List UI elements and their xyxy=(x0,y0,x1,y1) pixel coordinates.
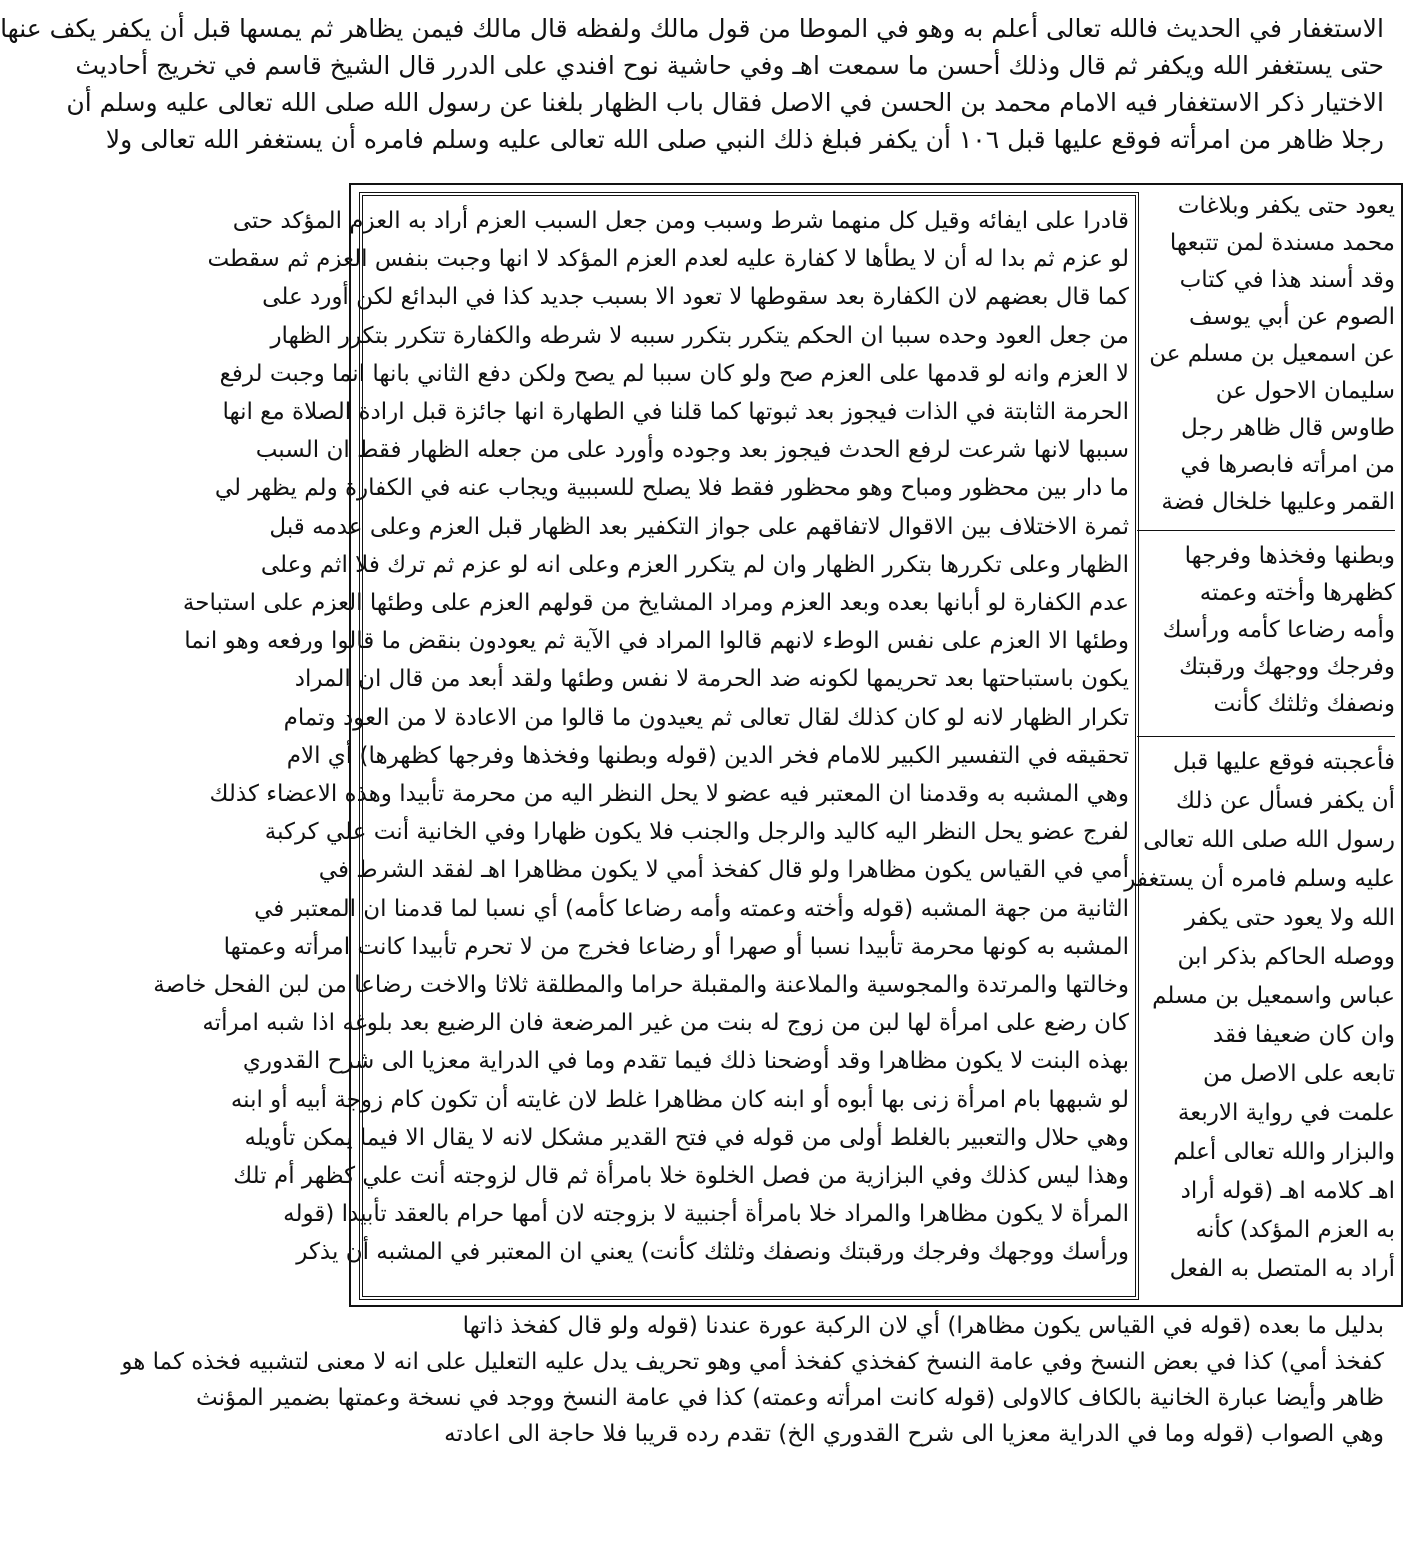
main-text-line: عدم الكفارة لو أبانها بعده وبعد العزم ومراد المشايخ من قولهم العزم على وطئها العزم على استباحة xyxy=(182,590,1129,616)
bottom-note-line: بدليل ما بعده (قوله في القياس يكون مظاهرا) أي لان الركبة عورة عندنا (قوله ولو قال كفخذ ذاتها xyxy=(462,1313,1384,1339)
side-divider xyxy=(1137,736,1395,737)
side-text-line: ووصله الحاكم بذكر ابن xyxy=(1177,944,1395,970)
main-text-line: بهذه البنت لا يكون مظاهرا وقد أوضحنا ذلك فيما تقدم وما في الدراية معزيا الى شرح القدوري xyxy=(242,1048,1129,1075)
main-text-line: ثمرة الاختلاف بين الاقوال لاتفاقهم على جواز التكفير بعد الظهار قبل العزم وعلى عدمه قبل xyxy=(269,513,1129,540)
main-text-line: لو شبهها بام امرأة زنى بها أبوه أو ابنه كان مظاهرا غلط لان غايته أن تكون كام زوجة أبيه أو ابنه xyxy=(230,1086,1129,1113)
main-text-line: كان رضع على امرأة لها لبن من زوج له بنت من غير المرضعة فان الرضيع بعد بلوغه اذا شبه امرأته xyxy=(202,1010,1129,1037)
side-text-line: وان كان ضعيفا فقد xyxy=(1212,1022,1395,1048)
main-text-line: وهي حلال والتعبير بالغلط أولى من قوله في فتح القدير مشكل لانه لا يقال الا فيما يمكن تأويله xyxy=(244,1124,1129,1151)
side-text-line: رسول الله صلى الله تعالى xyxy=(1143,827,1395,853)
side-text-line: تابعه على الاصل من xyxy=(1203,1061,1395,1087)
side-text-line: فأعجبته فوقع عليها قبل xyxy=(1172,749,1395,775)
side-text-line: من امرأته فابصرها في xyxy=(1180,452,1395,478)
main-text-line: لو عزم ثم بدا له أن لا يطأها لا كفارة عليه لعدم العزم المؤكد لا انها وجبت بنفس العزم ثم سقطت xyxy=(207,246,1129,273)
side-text-line: أن يكفر فسأل عن ذلك xyxy=(1175,788,1395,814)
side-column xyxy=(1124,188,1395,1298)
main-text-line: يكون باستباحتها بعد تحريمها لكونه ضد الحرمة لا نفس وطئها ولقد أبعد من قال ان المراد xyxy=(294,666,1129,693)
side-text-line: كظهرها وأخته وعمته xyxy=(1199,580,1395,606)
main-text-line: أمي في القياس يكون مظاهرا ولو قال كفخذ أمي لا يكون مظاهرا اهـ لفقد الشرط في xyxy=(318,857,1129,884)
top-text-line: حتى يستغفر الله ويكفر ثم قال وذلك أحسن ما سمعت اهـ وفي حاشية نوح افندي على الدرر قال الشيخ قاسم في تخريج أحاديث xyxy=(75,51,1384,80)
side-text-line: ونصفك وثلثك كأنت xyxy=(1213,691,1395,717)
main-text-line: قادرا على ايفائه وقيل كل منهما شرط وسبب ومن جعل السبب العزم أراد به العزم المؤكد حتى xyxy=(232,208,1129,234)
side-text-line: الصوم عن أبي يوسف xyxy=(1189,304,1395,330)
bottom-note-line: وهي الصواب (قوله وما في الدراية معزيا الى شرح القدوري الخ) تقدم رده قريبا فلا حاجة الى اعادته xyxy=(444,1421,1384,1447)
side-text-line: وأمه رضاعا كأمه ورأسك xyxy=(1162,617,1395,643)
main-text-line: وهذا ليس كذلك وفي البزازية من فصل الخلوة خلا بامرأة ثم قال لزوجته أنت علي كظهر أم تلك xyxy=(233,1163,1129,1189)
main-text-line: ورأسك ووجهك وفرجك ورقبتك ونصفك وثلثك كأنت) يعني ان المعتبر في المشبه أن يذكر xyxy=(296,1239,1129,1266)
main-text-line: وهي المشبه به وقدمنا ان المعتبر فيه عضو لا يحل النظر اليه من محرمة تأبيدا وهذه الاعضاء كذلك xyxy=(209,781,1129,807)
side-text-line: عباس واسمعيل بن مسلم xyxy=(1152,983,1395,1009)
main-text-line: لفرج عضو يحل النظر اليه كاليد والرجل والجنب فلا يكون ظهارا وفي الخانية أنت علي كركبة xyxy=(264,819,1129,846)
main-text-line: وخالتها والمرتدة والمجوسية والملاعنة والمقبلة حراما والمطلقة ثلاثا والاخت رضاعا من لبن الفحل خاصة xyxy=(153,972,1129,998)
main-text-line: كما قال بعضهم لان الكفارة بعد سقوطها لا تعود الا بسبب جديد كذا في البدائع لكن أورد على xyxy=(262,284,1129,311)
top-text-line: الاختيار ذكر الاستغفار فيه الامام محمد بن الحسن في الاصل فقال باب الظهار بلغنا عن رسول الله صلى الله تعالى عليه وسلم أن xyxy=(66,88,1384,117)
main-text-line: من جعل العود وحده سببا ان الحكم يتكرر بتكرر سببه لا شرطه والكفارة تتكرر بتكرر الظهار xyxy=(270,322,1129,349)
bottom-note-line: ظاهر وأيضا عبارة الخانية بالكاف كالاولى (قوله كانت امرأته وعمته) كذا في عامة النسخ ووجد في نسخة وعمتها بضمير المؤنث xyxy=(196,1385,1384,1411)
top-text-line: الاستغفار في الحديث فالله تعالى أعلم به وهو في الموطا من قول مالك ولفظه قال مالك فيمن يظاهر ثم يمسها قبل أن يكفر يكف عنها xyxy=(0,14,1384,43)
top-text-line: رجلا ظاهر من امرأته فوقع عليها قبل ١٠٦ أن يكفر فبلغ ذلك النبي صلى الله تعالى عليه وسلم فامره أن يستغفر الله تعالى ولا xyxy=(105,125,1384,154)
main-text-line: وطئها الا العزم على نفس الوطء لانهم قالوا المراد في الآية ثم يعودون بنقض ما قالوا ورفعه وهو انما xyxy=(184,628,1129,655)
side-text-line: الله ولا يعود حتى يكفر xyxy=(1184,905,1395,931)
side-text-line: اهـ كلامه اهـ (قوله أراد xyxy=(1180,1178,1395,1204)
main-commentary-box xyxy=(153,192,1139,1300)
side-text-line: القمر وعليها خلخال فضة xyxy=(1161,489,1395,515)
side-text-line: به العزم المؤكد) كأنه xyxy=(1195,1217,1395,1243)
side-text-line: عليه وسلم فامره أن يستغفر xyxy=(1124,866,1395,892)
main-text-line: الثانية من جهة المشبه (قوله وأخته وعمته وأمه رضاعا كأمه) أي نسبا لما قدمنا ان المعتبر في xyxy=(254,895,1129,922)
side-text-line: أراد به المتصل به الفعل xyxy=(1169,1256,1395,1282)
side-text-line: يعود حتى يكفر وبلاغات xyxy=(1177,193,1395,219)
side-divider xyxy=(1137,530,1395,531)
side-text-line: والبزار والله تعالى أعلم xyxy=(1173,1139,1395,1165)
side-text-line: طاوس قال ظاهر رجل xyxy=(1180,415,1395,441)
main-text-line: المرأة لا يكون مظاهرا والمراد خلا بامرأة أجنبية لا بزوجته لان أمها حرام بالعقد تأبيدا (قوله xyxy=(283,1201,1129,1228)
main-text-line: الحرمة الثابتة في الذات فيجوز بعد ثبوتها كما قلنا في الطهارة انها جائزة قبل ارادة الصلاة مع انها xyxy=(222,399,1129,425)
side-text-line: وقد أسند هذا في كتاب xyxy=(1179,267,1395,293)
main-text-line: ما دار بين محظور ومباح وهو محظور فقط فلا يصلح للسببية ويجاب عنه في الكفارة ولم يظهر لي xyxy=(214,475,1129,502)
side-text-line: وفرجك ووجهك ورقبتك xyxy=(1179,654,1395,680)
main-text-line: المشبه به كونها محرمة تأبيدا نسبا أو صهرا أو رضاعا فخرج من لا تحرم تأبيدا كانت امرأته وعمتها xyxy=(223,933,1129,960)
side-text-line: سليمان الاحول عن xyxy=(1215,378,1395,404)
main-text-line: تكرار الظهار لانه لو كان كذلك لقال تعالى ثم يعيدون ما قالوا من الاعادة لا من العود وتمام xyxy=(283,704,1129,731)
side-text-line: وبطنها وفخذها وفرجها xyxy=(1184,543,1395,569)
main-text-line: الظهار وعلى تكررها بتكرر الظهار وان لم يتكرر العزم وعلى انه لو عزم ثم ترك فلا اثم وعلى xyxy=(260,551,1129,578)
side-text-line: علمت في رواية الاربعة xyxy=(1177,1100,1395,1126)
main-text-line: لا العزم وانه لو قدمها على العزم صح ولو كان سببا لم يصح ولكن دفع الثاني بانها انما وجبت لرفع xyxy=(219,360,1129,387)
side-text-line: محمد مسندة لمن تتبعها xyxy=(1169,230,1395,256)
side-text-line: عن اسمعيل بن مسلم عن xyxy=(1149,341,1395,367)
main-text-line: سببها لانها شرعت لرفع الحدث فيجوز بعد وجوده وأورد على من جعله الظهار فقط ان السبب xyxy=(255,437,1129,464)
main-text-line: تحقيقه في التفسير الكبير للامام فخر الدين (قوله وبطنها وفخذها وفرجها كظهرها) أي الام xyxy=(286,742,1129,769)
bottom-note-line: كفخذ أمي) كذا في بعض النسخ وفي عامة النسخ كفخذي كفخذ أمي وهو تحريف يدل عليه التعليل على انه لا معنى لتشبيه فخذه كما هو xyxy=(121,1349,1384,1375)
